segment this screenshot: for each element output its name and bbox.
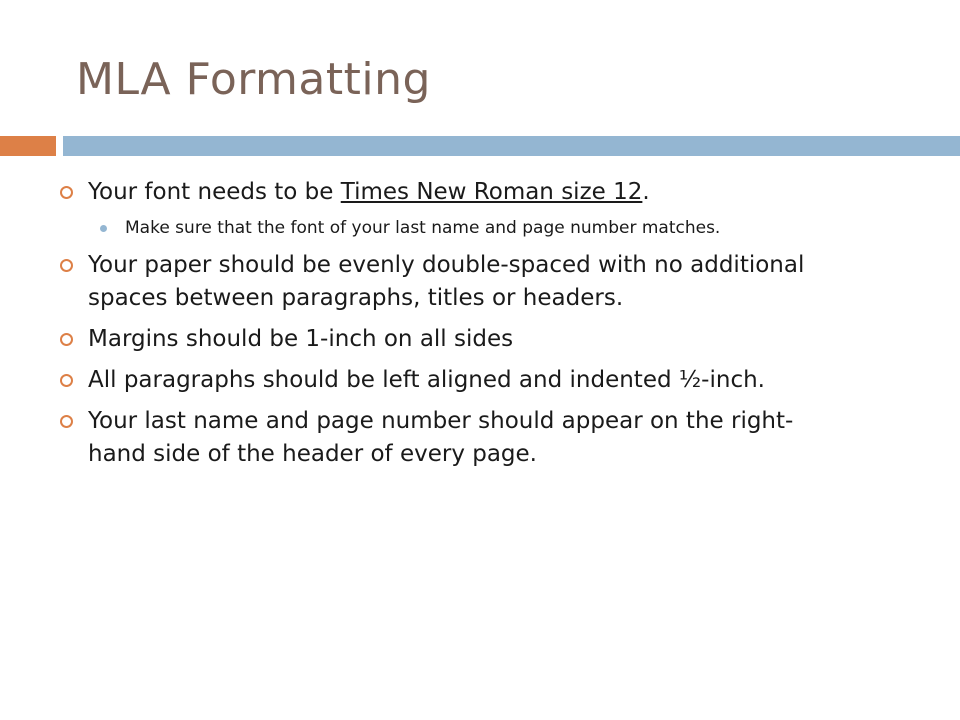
bullet-item-spacing <box>60 249 820 315</box>
dot-bullet-icon <box>100 225 107 232</box>
bullet-text: Margins should be 1-inch on all sides <box>88 326 514 352</box>
bullet-text-prefix: Your font needs to be <box>88 179 341 205</box>
bullet-text <box>88 179 650 205</box>
slide-title: MLA Formatting <box>76 54 431 105</box>
bullet-text: Your last name and page number should appear on the right-hand side of the header of every page. <box>88 408 794 467</box>
bullet-text-underlined: Times New Roman size 12 <box>340 179 643 205</box>
bullet-item-header <box>60 405 820 471</box>
bullet-text-suffix: . <box>642 179 650 205</box>
ring-bullet-icon <box>60 415 73 428</box>
bullet-item-font <box>60 176 820 209</box>
ring-bullet-icon <box>60 259 73 272</box>
bullet-list <box>60 168 820 471</box>
bullet-item-margins <box>60 323 820 356</box>
ring-bullet-icon <box>60 374 73 387</box>
bullet-text: Your paper should be evenly double-spaced with no additional spaces between paragraphs, titles or headers. <box>88 252 805 311</box>
ring-bullet-icon <box>60 186 73 199</box>
ring-bullet-icon <box>60 333 73 346</box>
bullet-text: All paragraphs should be left aligned and indented ½-inch. <box>88 367 765 393</box>
accent-bar-orange <box>0 136 56 156</box>
sub-bullet-text: Make sure that the font of your last name and page number matches. <box>125 218 721 238</box>
accent-bar-blue <box>63 136 960 156</box>
bullet-item-alignment <box>60 364 820 397</box>
sub-bullet-item-font-match <box>60 215 820 241</box>
